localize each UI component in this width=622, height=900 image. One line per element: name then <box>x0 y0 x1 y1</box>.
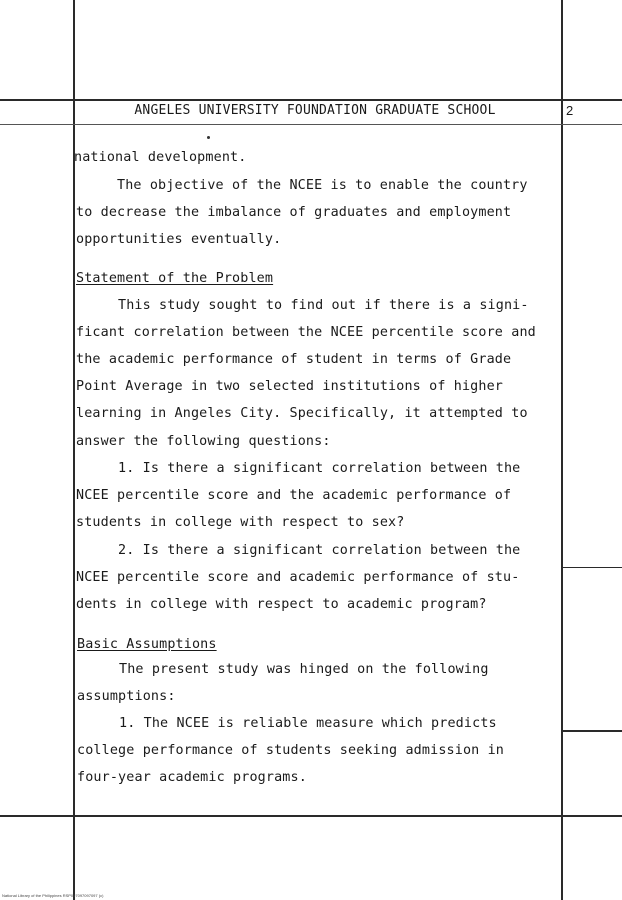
body-line: The objective of the NCEE is to enable the country <box>117 178 528 193</box>
scan-footer-note: National Library of the Philippines RSP097097097097 (c) <box>2 893 104 898</box>
body-line: NCEE percentile score and academic performance of stu- <box>76 570 520 585</box>
question-item: 2. Is there a significant correlation between the <box>118 543 521 558</box>
right-margin-mark <box>561 730 622 732</box>
scan-speck <box>207 136 210 139</box>
section-heading-problem: Statement of the Problem <box>76 271 274 286</box>
body-line: answer the following questions: <box>76 434 331 449</box>
body-line: This study sought to find out if there is a signi- <box>118 298 529 313</box>
body-line: four-year academic programs. <box>77 770 307 785</box>
assumption-item: 1. The NCEE is reliable measure which predicts <box>119 716 497 731</box>
right-margin-rule <box>561 0 563 900</box>
body-line: Point Average in two selected institutions of higher <box>76 379 504 394</box>
page-header-title: ANGELES UNIVERSITY FOUNDATION GRADUATE SCHOOL <box>134 103 496 118</box>
body-line: NCEE percentile score and the academic performance of <box>76 488 512 503</box>
page-number: 2 <box>566 103 574 118</box>
body-line: national development. <box>74 150 247 165</box>
question-item: 1. Is there a significant correlation between the <box>118 461 521 476</box>
body-line: students in college with respect to sex? <box>76 515 405 530</box>
body-line: opportunities eventually. <box>76 232 282 247</box>
body-line: assumptions: <box>77 689 176 704</box>
header-top-rule <box>0 99 622 101</box>
header-bottom-rule <box>0 124 622 125</box>
body-line: The present study was hinged on the following <box>119 662 489 677</box>
section-heading-assumptions: Basic Assumptions <box>77 637 217 652</box>
right-margin-mark <box>561 567 622 568</box>
body-line: dents in college with respect to academic program? <box>76 597 487 612</box>
body-line: to decrease the imbalance of graduates and employment <box>76 205 512 220</box>
body-line: college performance of students seeking admission in <box>77 743 505 758</box>
footer-rule <box>0 815 622 817</box>
body-line: the academic performance of student in terms of Grade <box>76 352 512 367</box>
body-line: ficant correlation between the NCEE percentile score and <box>76 325 536 340</box>
body-line: learning in Angeles City. Specifically, it attempted to <box>76 406 528 421</box>
left-margin-rule <box>73 0 75 900</box>
